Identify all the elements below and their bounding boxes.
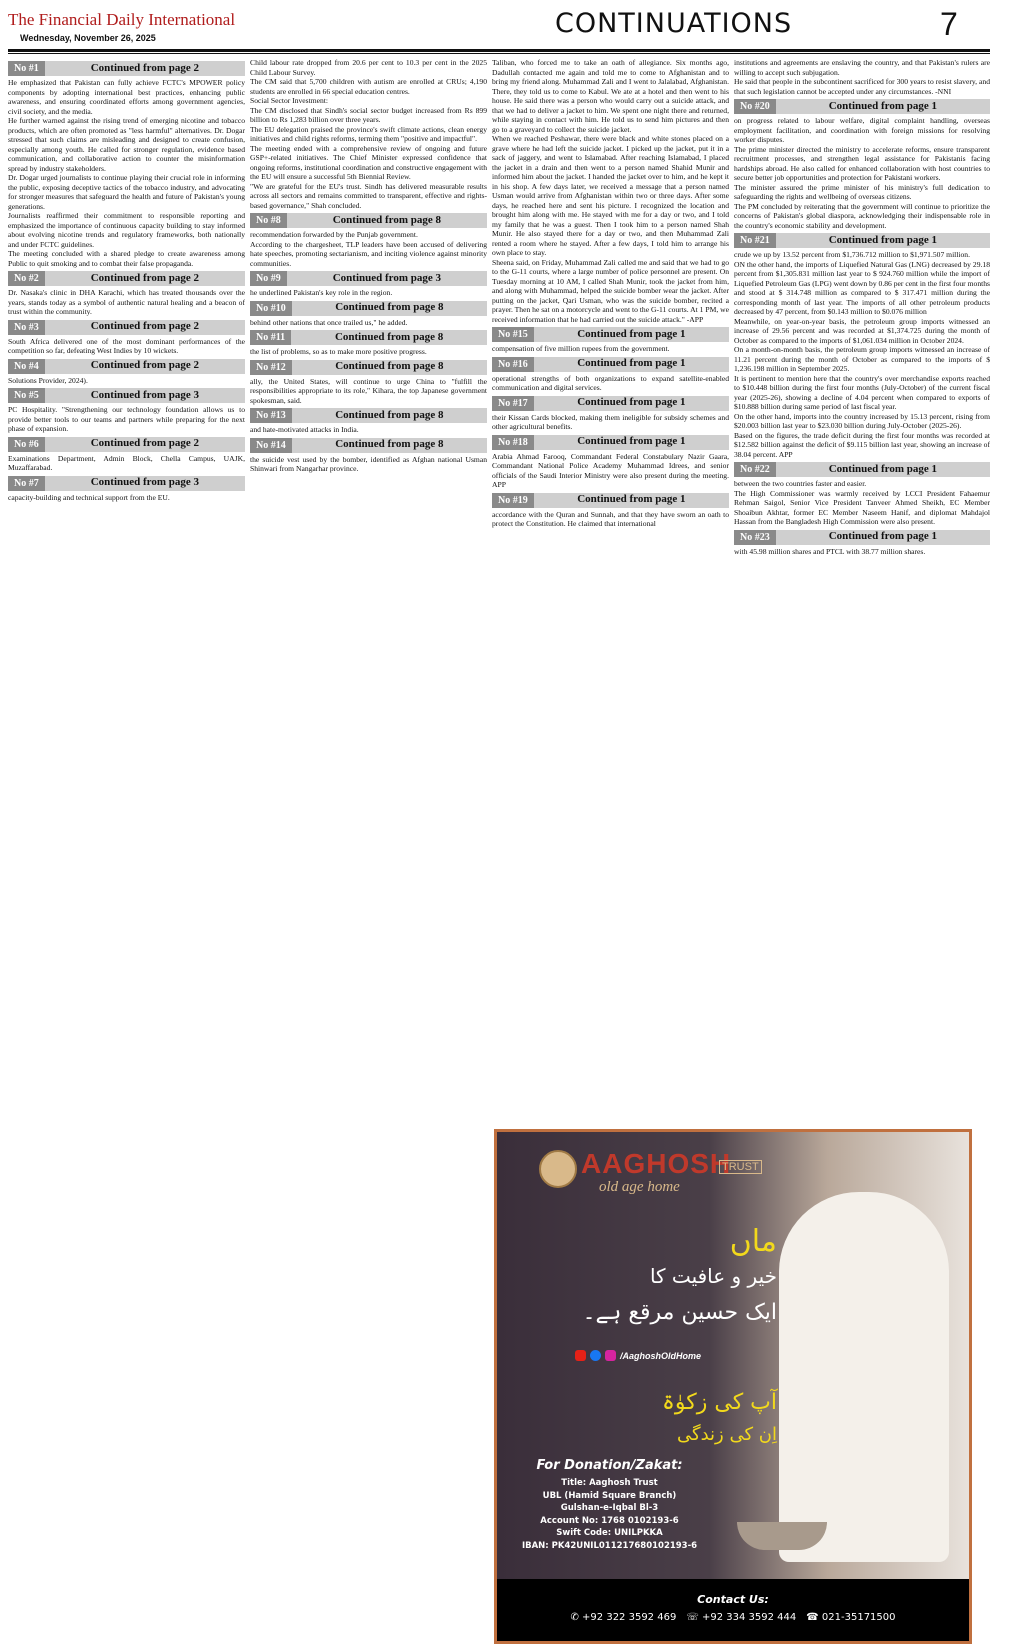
article-paragraph: institutions and agreements are enslaving the country, and that Pakistan's rulers are willing to accept such subjugation. [734,58,990,77]
continuation-number: No #21 [734,233,776,248]
contact-phones [497,1612,969,1623]
article-paragraph: behind other nations that once trailed us," he added. [250,317,408,327]
article-paragraph: compensation of five million rupees from the government. [492,344,670,353]
article-paragraph: he underlined Pakistan's key role in the region. [250,288,393,297]
article-section [8,359,245,386]
article-section [492,435,729,490]
aaghosh-trust-advertisement[interactable] [494,1129,972,1644]
donation-title: For Donation/Zakat: [536,1458,683,1473]
whatsapp-phone[interactable]: ✆ +92 322 3592 469 [570,1612,677,1623]
article-paragraph: ally, the United States, will continue to urge China to "fulfill the responsibilities appropriate to its role," Kihara, the top Japanese government spokesman, said. [250,376,487,405]
article-paragraph: He said that people in the subcontinent sacrificed for 300 years to resist slavery, and that such legislation cannot be accepted under any circumstances. -NNI [734,77,990,96]
continuation-number: No #19 [492,493,534,508]
ad-urdu-life: اِن کی زندگی [677,1424,777,1445]
article-section [250,301,487,328]
continuation-header [250,213,487,228]
continuation-header [250,301,487,316]
article-paragraph: with 45.98 million shares and PTCL with 38.77 million shares. [734,546,926,556]
continuation-number: No #4 [8,359,45,374]
landline-phone[interactable]: ☎ 021-35171500 [806,1612,896,1623]
article-section [492,493,729,529]
article-section [8,61,245,268]
continuation-header [250,408,487,423]
continuation-header [8,320,245,335]
article-section [492,327,729,354]
article-paragraph: Dr. Nasaka's clinic in DHA Karachi, which has treated thousands over the years, stands today as a symbol of authentic natural healing and a beacon of trust within the community. [8,288,245,316]
article-section [734,99,990,230]
continued-from-label: Continued from page 1 [828,530,937,543]
continuation-number: No #6 [8,437,45,452]
publication-date: Wednesday, November 26, 2025 [20,33,156,43]
article-section [250,271,487,298]
article-section [8,320,245,356]
article-paragraph: operational strengths of both organizations to expand satellite-enabled communication and digital services. [492,373,729,392]
phone-number[interactable]: +92 334 3592 444 [702,1612,797,1623]
donation-line: Gulshan-e-Iqbal Bl-3 [560,1503,659,1513]
continuation-number: No #9 [250,271,287,286]
article-paragraph: crude we up by 13.52 percent from $1,736.712 million to $1,971.507 million. [734,250,971,259]
continued-from-label: Continued from page 3 [90,476,199,489]
article-paragraph: Arabia Ahmad Farooq, Commandant Federal Constabulary Nazir Gaara, Commandant National Police Academy Muhammad Idrees, and senior officials of the Saudi Interior Ministry were also present during the meeting. APP [492,451,729,489]
continuation-number: No #20 [734,99,776,114]
article-paragraph: Meanwhile, on year-on-year basis, the petroleum group imports witnessed an increase of 29.56 percent and was recorded at $1,374.725 during the month of October as compared to the imports of $1,061.034 million in October 2024. [734,316,990,345]
ad-brand-name: AAGHOSH [581,1148,732,1179]
article-paragraph: capacity-building and technical support from the EU. [8,492,170,502]
continuation-number: No #10 [250,301,292,316]
article-section [492,58,729,324]
article-paragraph: The meeting concluded with a shared pledge to create awareness among Public to quit smoking and to combat their false propaganda. [8,249,245,268]
article-paragraph: The CM disclosed that Sindh's social sector budget increased from Rs 899 billion to Rs 1,283 billion over three years. [250,105,487,124]
continuation-header [8,359,245,374]
masthead [0,0,1022,50]
article-paragraph: The minister assured the prime minister of his ministry's full dedication to safeguarding the rights and wellbeing of overseas citizens. [734,182,990,201]
continuation-header [250,438,487,453]
continuation-number: No #3 [8,320,45,335]
article-paragraph: He further warned against the rising trend of emerging nicotine and tobacco products, which are often promoted as "less harmful" alternatives. Dr. Dogar stressed that such claims are misleading and designed to create confusion, especially among youth. He called for stronger regulation, evidence based communication, and collaborative action to counter the misinformation spread by industry stakeholders. [8,116,245,173]
donation-line: UBL (Hamid Square Branch) [542,1490,677,1501]
donation-details [517,1458,702,1552]
continuation-header [8,476,245,491]
contact-bar [497,1579,969,1641]
continuation-number: No #5 [8,388,45,403]
continuation-header [250,360,487,375]
publication-name: The Financial Daily International [8,10,236,29]
article-paragraph: He emphasized that Pakistan can fully achieve FCTC's MPOWER policy components by adopting international best practices, enhancing public awareness, and ensuring coordinated efforts among government agencies, civil society, and the media. [8,78,245,116]
continuation-number: No #18 [492,435,534,450]
continued-from-label: Continued from page 1 [577,357,686,370]
continuation-header [734,99,990,114]
article-paragraph: their Kissan Cards blocked, making them ineligible for subsidy schemes and other agricultural benefits. [492,412,729,431]
ad-brand-suffix: TRUST [719,1160,762,1174]
continued-from-label: Continued from page 1 [577,327,686,340]
article-section [250,213,487,268]
column-2 [250,58,487,1643]
continued-from-label: Continued from page 8 [335,360,444,373]
article-section [8,437,245,473]
column-3 [492,58,729,1118]
continued-from-label: Continued from page 8 [335,438,444,451]
continuation-number: No #11 [250,330,291,345]
continued-from-label: Continued from page 8 [335,301,444,314]
ad-urdu-line-2: خیر و عافیت کا [649,1264,777,1288]
continued-from-label: Continued from page 8 [332,213,441,226]
continuation-header [8,388,245,403]
article-section [250,408,487,435]
phone-number[interactable]: +92 322 3592 469 [582,1612,677,1623]
article-paragraph: ON the other hand, the imports of Liquefied Natural Gas (LNG) decreased by 29.18 percent from $1,305.831 million last year to $ 924.760 million while the import of Liquefied Petroleum Gas (LPG) went down by 0.86 per cent in the first four months and stood at $ 314.748 million as compared to $ 317.471 million during the corresponding month of last year. The imports of all other petroleum products decreased by 47 percent, from $0.143 million to $0.076 million [734,259,990,316]
article-paragraph: the list of problems, so as to make more positive progress. [250,347,427,356]
article-paragraph: Dr. Dogar urged journalists to continue playing their crucial role in informing the public, exposing deceptive tactics of the tobacco industry, and advocating for stronger measures that safeguard the health and future of Pakistan's young generations. [8,173,245,211]
article-section [492,357,729,393]
continuation-header [492,327,729,342]
article-paragraph: Based on the figures, the trade deficit during the first four months was recorded at $12.582 billion against the deficit of $9.115 billion last year, showing an increase of 38.04 percent. APP [734,430,990,459]
ad-urdu-headline: ماں [729,1224,777,1259]
article-paragraph: According to the chargesheet, TLP leaders have been accused of delivering hate speeches, promoting sectarianism, and inciting violence against minority communities. [250,239,487,268]
article-paragraph: The PM concluded by reiterating that the government will continue to prioritize the concerns of Pakistan's global diaspora, acknowledging their indispensable role in the country's economic stability and development. [734,201,990,230]
article-section [8,271,245,317]
section-title: CONTINUATIONS [555,8,793,39]
continued-from-label: Continued from page 1 [828,462,937,475]
article-paragraph: on progress related to labour welfare, digital complaint handling, overseas employment facilitation, and coordination with foreign missions for resolving worker disputes. [734,116,990,144]
continuation-header [250,330,487,345]
continuation-number: No #8 [250,213,287,228]
article-paragraph: the suicide vest used by the bomber, identified as Afghan national Usman Shinwari from Nangarhar province. [250,454,487,473]
article-paragraph: When we reached Peshawar, there were black and white stones placed on a grave where he had left the suicide jacket. I picked up the jacket, put it in a sack of jaggery, and went to Islamabad. After reaching Islamabad, I placed the jacket in a drain and then went to a person named Shahid Munir and informed him about the jacket. I handed the jacket over to him, and he kept it in his shop. A few days later, we received a message that a person named Usman would arrive from Afghanistan within two or three days. After some days, he reached here and sent his picture. I recognized the location and brought him along with me. He stayed with me for a day or two, and I told my family that he was a guest. Then I took him to a person named Shah Munir. He also stayed there for a day or two, and then Muhammad Zali rented a room where he stayed. After a few days, I told him to arrange his own place to stay. [492,134,729,257]
article-paragraph: Social Sector Investment: [250,96,329,105]
article-section [250,58,487,210]
article-paragraph: Sheena said, on Friday, Muhammad Zali called me and said that we had to go to the G-11 courts, where a large number of police personnel are present. On Tuesday morning at 10 AM, I called Shah Munir, took the jacket from him, and along with Muhammad, helped the suicide bomber wear the jacket. After putting on the jacket, Qari Usman, who was the suicide bomber, recited a prayer. Then he sat on a motorcycle and went to the G-11 courts. At 1 PM, we received information that he had carried out the suicide attack." -APP [492,257,729,324]
ad-urdu-zakat: آپ کی زکوٰۃ [662,1390,777,1415]
continuation-header [734,530,990,545]
continued-from-label: Continued from page 2 [90,320,199,333]
article-paragraph: "We are grateful for the EU's trust. Sindh has delivered measurable results across all sectors and remains committed to transparent, effective and rights-based governance," Shah concluded. [250,181,487,210]
continuation-header [8,271,245,286]
continuation-header [8,437,245,452]
article-section [734,462,990,527]
phone-number[interactable]: 021-35171500 [821,1612,896,1623]
continued-from-label: Continued from page 8 [334,330,444,343]
continued-from-label: Continued from page 3 [90,388,199,401]
donation-line: Swift Code: UNILPKKA [556,1528,663,1538]
article-paragraph: Journalists reaffirmed their commitment to responsible reporting and emphasized the importance of continuous capacity building to stay informed about evolving nicotine trends and regulatory frameworks, both nationally and under FCTC guidelines. [8,211,245,249]
article-paragraph: South Africa delivered one of the most dominant performances of the competition so far, defeating West Indies by 10 wickets. [8,336,245,355]
article-section [250,438,487,474]
page-number: 7 [940,6,958,42]
article-paragraph: between the two countries faster and easier. [734,479,867,488]
article-paragraph: The prime minister directed the ministry to accelerate reforms, ensure transparent recruitment processes, and strengthen legal assistance for Pakistanis facing hardships abroad. He also called for enhanced collaboration with host countries to secure better job opportunities and protection for Pakistani workers. [734,144,990,182]
continued-from-label: Continued from page 2 [90,359,199,372]
article-paragraph: Examinations Department, Admin Block, Chella Campus, UAJK, Muzaffarabad. [8,453,245,472]
continued-from-label: Continued from page 8 [335,408,444,421]
continuation-number: No #7 [8,476,45,491]
article-paragraph: On the other hand, imports into the country increased by 15.13 percent, rising from $20.003 billion last year to $23.030 billion during July-October (2025-26). [734,411,990,430]
article-paragraph: The EU delegation praised the province's swift climate actions, clean energy initiatives and child rights reforms, terming them "positive and impactful". [250,124,487,143]
donation-line: Account No: 1768 0102193-6 [540,1515,679,1526]
article-paragraph: On a month-on-month basis, the petroleum group imports witnessed an increase of 11.21 percent during the month of October as compared to the imports of $ 1,236.198 million in September 2025. [734,345,990,373]
continued-from-label: Continued from page 2 [90,271,199,284]
continued-from-label: Continued from page 1 [577,435,686,448]
continuation-number: No #12 [250,360,292,375]
article-paragraph: Solutions Provider, 2024). [8,375,88,385]
continued-from-label: Continued from page 2 [90,437,199,450]
continuation-number: No #16 [492,357,534,372]
article-paragraph: The CM said that 5,700 children with autism are enrolled at CRUs; 4,190 students are enrolled in 66 special education centres. [250,77,487,96]
bowl-image [737,1522,827,1550]
donation-line: IBAN: PK42UNIL011217680102193-6 [521,1540,698,1551]
instagram-icon[interactable] [605,1350,616,1361]
mobile-phone[interactable]: ☏ +92 334 3592 444 [686,1612,797,1623]
continuation-header [8,61,245,76]
continuation-header [734,462,990,477]
continuation-number: No #17 [492,396,534,411]
continuation-header [250,271,487,286]
article-paragraph: and hate-motivated attacks in India. [250,425,359,434]
logo-emblem-icon [539,1150,577,1188]
continued-from-label: Continued from page 3 [332,271,441,284]
continuation-number: No #13 [250,408,292,423]
article-paragraph: Child labour rate dropped from 20.6 per cent to 10.3 per cent in the 2025 Child Labour Survey. [250,58,487,77]
continued-from-label: Continued from page 1 [828,99,937,112]
social-handle[interactable]: /AaghoshOldHome [620,1350,702,1361]
article-section [250,360,487,406]
continuation-number: No #15 [492,327,534,342]
continuation-number: No #2 [8,271,45,286]
youtube-icon[interactable] [575,1350,586,1361]
continuation-number: No #1 [8,61,45,76]
column-4 [734,58,990,1118]
continuation-header [734,233,990,248]
continued-from-label: Continued from page 1 [577,493,686,506]
article-paragraph: It is pertinent to mention here that the country's over merchandise exports reached to $10.448 billion during the first four months (July-October) of the current fiscal year (2025-26), showing a decline of 4.04 percent when compared to exports of $10.888 billion during same period of last fiscal year. [734,373,990,411]
article-paragraph: accordance with the Quran and Sunnah, and that they have sworn an oath to protect the Constitution. He claimed that international [492,509,729,528]
article-section [8,388,245,434]
ad-social-links[interactable] [575,1350,701,1361]
contact-title: Contact Us: [697,1593,769,1606]
article-section [734,233,990,459]
article-section [734,530,990,557]
article-paragraph: The meeting ended with a comprehensive review of ongoing and future GSP+-related initiatives. The Chief Minister expressed confidence that ongoing reforms, institutional coordination and constructive engagement with the EU will ensure a successful 5th Biennial Review. [250,143,487,181]
continuation-header [492,493,729,508]
ad-urdu-line-3: ایک حسین مرقع ہے۔ [582,1300,777,1325]
continued-from-label: Continued from page 2 [90,61,199,74]
ad-brand-subtitle: old age home [599,1179,680,1195]
facebook-icon[interactable] [590,1350,601,1361]
continuation-header [492,435,729,450]
article-section [734,58,990,96]
continuation-header [492,357,729,372]
continuation-number: No #23 [734,530,776,545]
article-section [8,476,245,503]
donation-line: Title: Aaghosh Trust [561,1478,658,1488]
masthead-rule [8,49,990,54]
article-paragraph: Taliban, who forced me to take an oath of allegiance. Six months ago, Dadullah contacted me again and told me to come to Afghanistan and to bring my friend along. Muhammad Zali and I went to Jalalabad, Afghanistan. There, they told us to come to Kabul. We ate at a hotel and then went to his house. He said there was a person who would carry out a suicide attack, and that we had to deliver a jacket to him. We spent one night there and returned, while staying in contact with him. He told us to send him pictures and then go to a graveyard to collect the suicide jacket. [492,58,729,134]
continued-from-label: Continued from page 1 [828,233,937,246]
article-paragraph: PC Hospitality. "Strengthening our technology foundation allows us to provide better tools to our teams and partners while preparing for the next phase of expansion. [8,405,245,433]
article-paragraph: The High Commissioner was warmly received by LCCI President Fahaemur Rehman Saigol, Senior Vice President Tanveer Ahmed Sheikh, EC Member Shoaibun Akhtar, former EC Member Naseem Hanif, and diplomat Mahdajol Hassan from the Bangladesh High Commission were also present. [734,488,990,526]
continuation-number: No #14 [250,438,292,453]
continued-from-label: Continued from page 1 [577,396,686,409]
continuation-header [492,396,729,411]
article-paragraph: recommendation forwarded by the Punjab government. [250,230,418,239]
column-1 [8,58,245,1643]
article-section [250,330,487,357]
continuation-number: No #22 [734,462,776,477]
elderly-woman-photo [779,1192,949,1562]
article-section [492,396,729,432]
